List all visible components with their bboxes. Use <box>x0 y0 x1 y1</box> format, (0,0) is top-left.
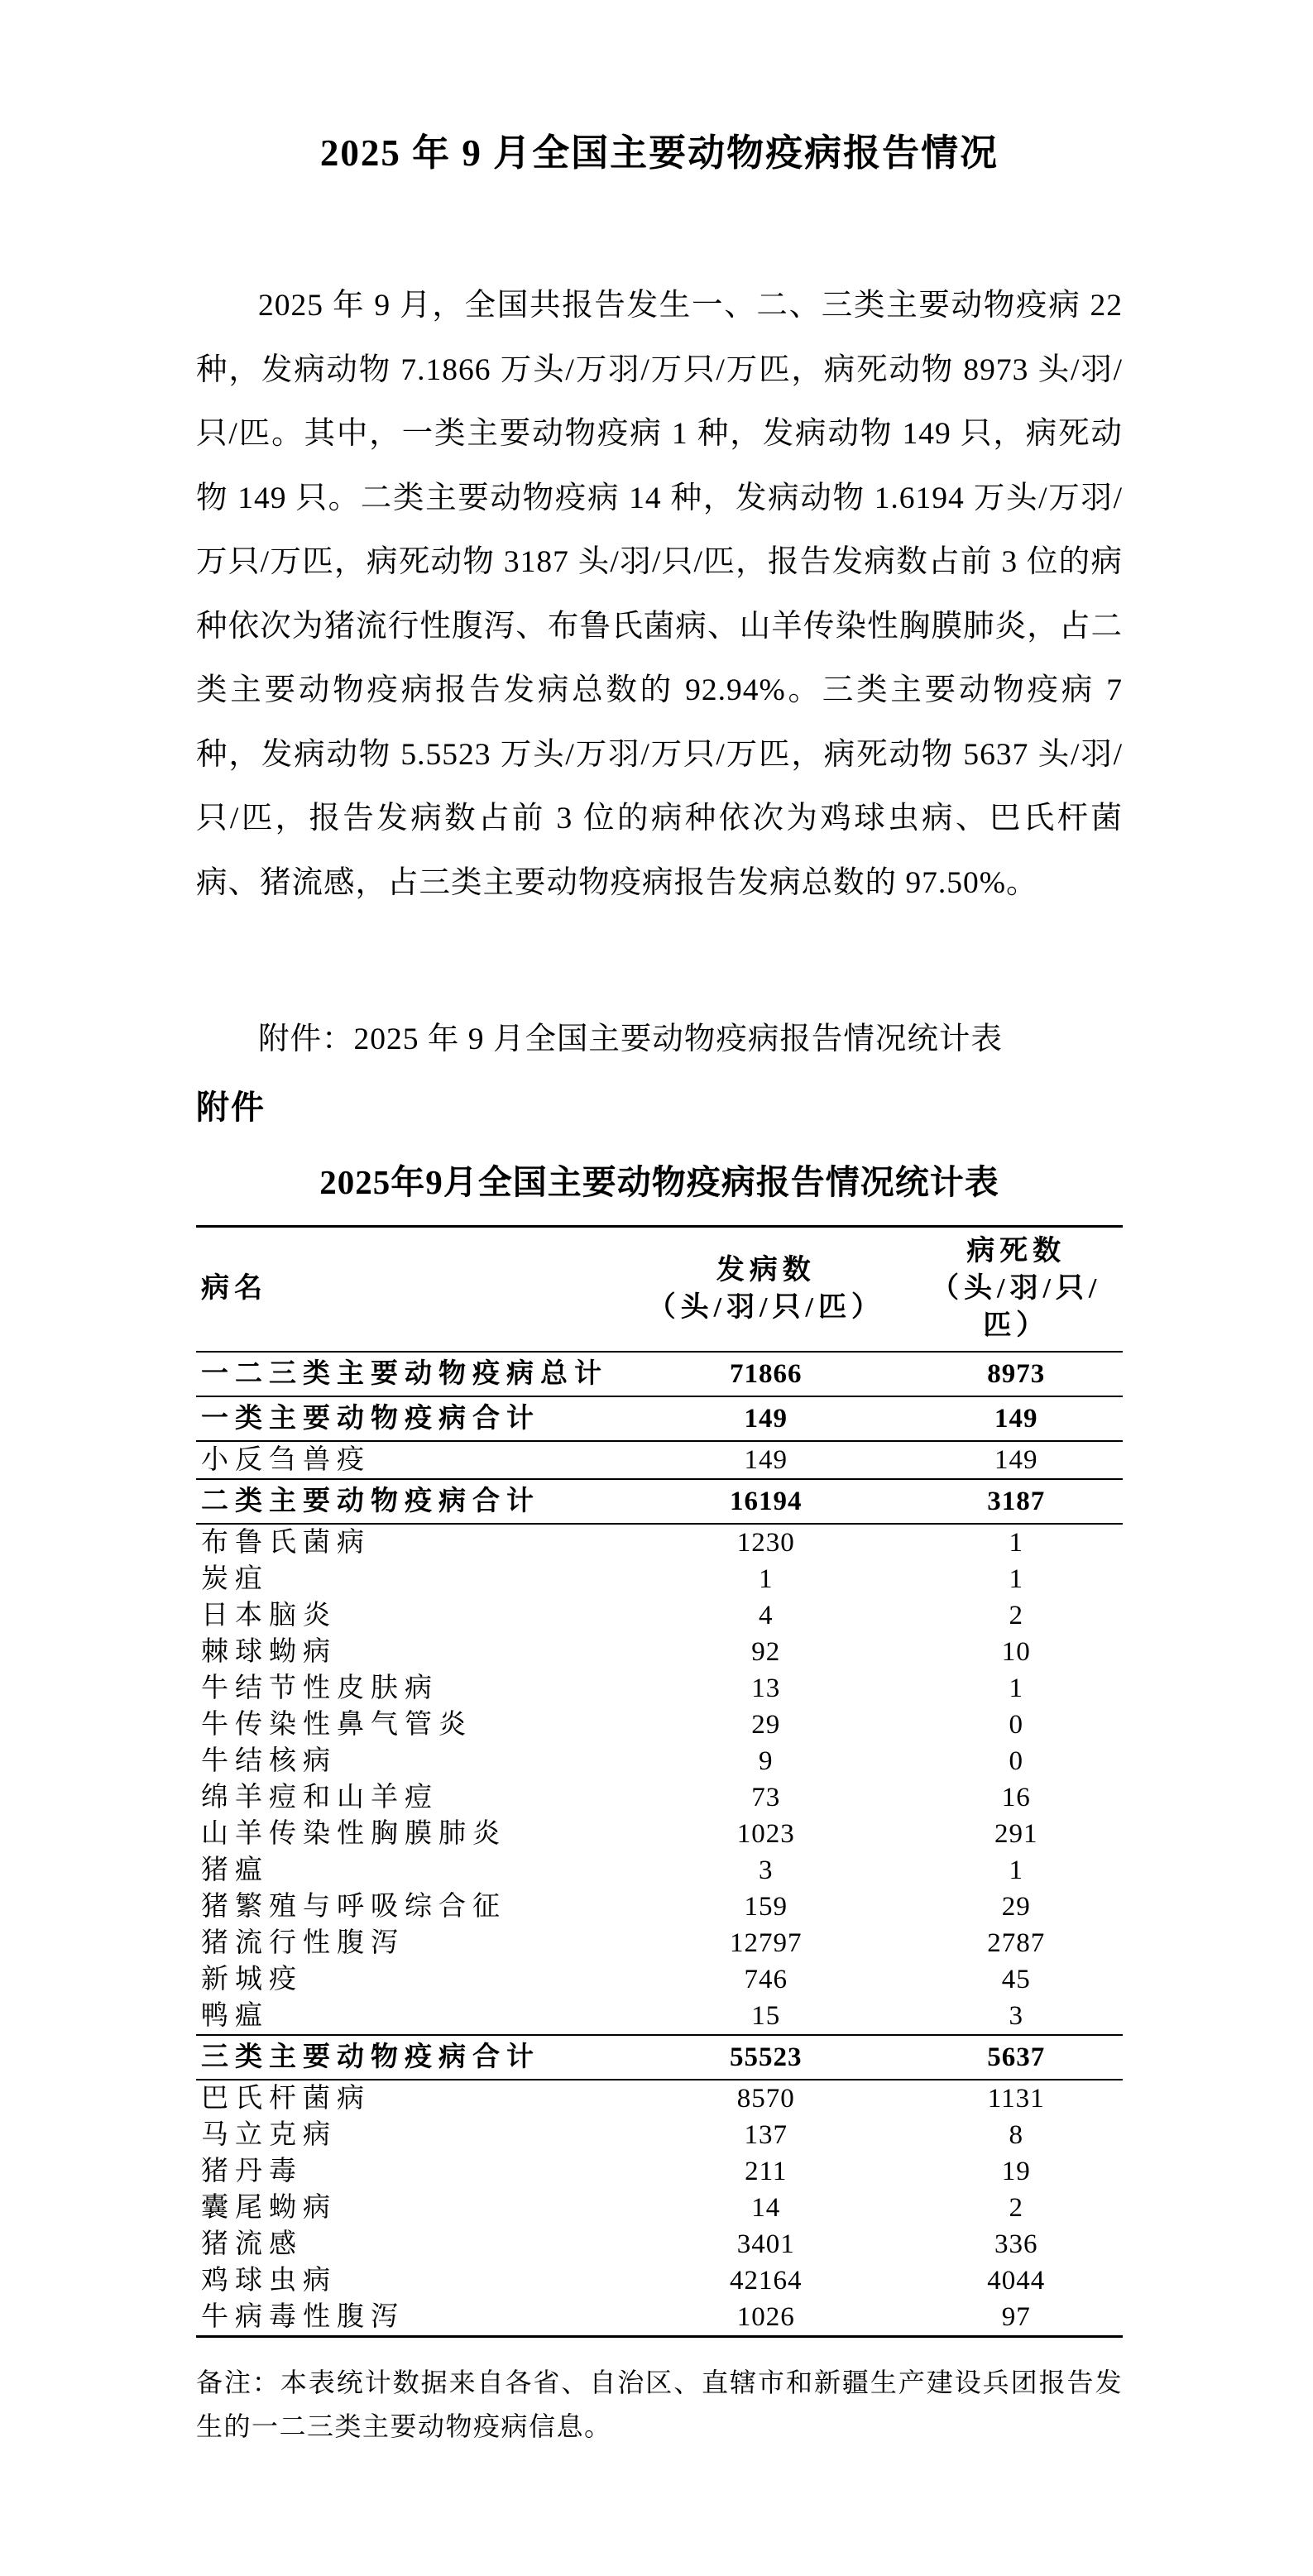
disease-name-cell: 一类主要动物疫病合计 <box>201 1404 540 1434</box>
col-header-death-label: 病死数 <box>966 1236 1066 1266</box>
disease-name-cell: 巴氏杆菌病 <box>201 2084 371 2114</box>
death-count-cell: 4044 <box>987 2266 1046 2296</box>
disease-name-cell: 猪繁殖与呼吸综合征 <box>201 1892 506 1922</box>
table-row <box>196 1707 1123 1743</box>
disease-name-cell: 绵羊痘和山羊痘 <box>201 1783 438 1812</box>
table-footnote: 备注：本表统计数据来自各省、自治区、直辖市和新疆生产建设兵团报告发生的一二三类主要动物疫病信息。 <box>196 2368 1123 2441</box>
disease-name-cell: 牛传染性鼻气管炎 <box>201 1710 472 1740</box>
onset-count-cell: 29 <box>751 1710 781 1740</box>
disease-name-cell: 马立克病 <box>201 2120 337 2150</box>
death-count-cell: 2 <box>1009 2193 1023 2223</box>
attachment-label: 附件 <box>196 1089 266 1126</box>
disease-name-cell: 日本脑炎 <box>201 1601 337 1630</box>
death-count-cell: 5637 <box>987 2042 1046 2072</box>
onset-count-cell: 4 <box>759 1601 774 1630</box>
disease-name-cell: 棘球蚴病 <box>201 1637 337 1667</box>
death-count-cell: 10 <box>1001 1637 1031 1667</box>
death-count-cell: 2787 <box>987 1928 1046 1958</box>
table-title: 2025年9月全国主要动物疫病报告情况统计表 <box>319 1163 999 1201</box>
onset-count-cell: 1230 <box>736 1528 795 1558</box>
onset-count-cell: 12797 <box>730 1928 803 1958</box>
table-row <box>196 1597 1123 1634</box>
death-count-cell: 1 <box>1009 1528 1023 1558</box>
table-row <box>196 2190 1123 2226</box>
onset-count-cell: 1023 <box>736 1819 795 1849</box>
death-count-cell: 149 <box>994 1445 1038 1475</box>
disease-name-cell: 牛结节性皮肤病 <box>201 1673 438 1703</box>
table-row <box>196 1634 1123 1670</box>
disease-name-cell: 牛病毒性腹泻 <box>201 2302 405 2332</box>
death-count-cell: 97 <box>1001 2302 1031 2332</box>
table-row <box>196 2299 1123 2337</box>
onset-count-cell: 55523 <box>730 2042 803 2072</box>
document-title: 2025 年 9 月全国主要动物疫病报告情况 <box>319 132 999 174</box>
onset-count-cell: 16194 <box>730 1487 803 1516</box>
table-row <box>196 1779 1123 1816</box>
table-body <box>196 1352 1123 2337</box>
disease-name-cell: 小反刍兽疫 <box>201 1445 371 1475</box>
table-row <box>196 1352 1123 1396</box>
table-row <box>196 1889 1123 1925</box>
disease-name-cell: 新城疫 <box>201 1965 303 1994</box>
onset-count-cell: 3401 <box>736 2229 795 2259</box>
onset-count-cell: 8570 <box>736 2084 795 2114</box>
col-header-disease-name <box>196 1227 622 1353</box>
table-row <box>196 1961 1123 1998</box>
disease-name-cell: 鸭瘟 <box>201 2001 269 2031</box>
death-count-cell: 16 <box>1001 1783 1031 1812</box>
death-count-cell: 149 <box>994 1404 1038 1434</box>
death-count-cell: 8973 <box>987 1359 1046 1389</box>
onset-count-cell: 137 <box>744 2120 788 2150</box>
table-row <box>196 1670 1123 1707</box>
col-header-disease-name-label: 病名 <box>201 1273 267 1304</box>
table-header-row <box>196 1227 1123 1353</box>
disease-name-cell: 一二三类主要动物疫病总计 <box>201 1359 608 1389</box>
onset-count-cell: 42164 <box>730 2266 803 2296</box>
death-count-cell: 19 <box>1001 2157 1031 2186</box>
table-row <box>196 2262 1123 2299</box>
disease-name-cell: 猪流行性腹泻 <box>201 1928 405 1958</box>
onset-count-cell: 3 <box>759 1855 774 1885</box>
onset-count-cell: 14 <box>751 2193 781 2223</box>
table-row <box>196 2153 1123 2190</box>
death-count-cell: 2 <box>1009 1601 1023 1630</box>
table-row <box>196 1743 1123 1779</box>
onset-count-cell: 92 <box>751 1637 781 1667</box>
table-row <box>196 1396 1123 1441</box>
report-paragraph: 2025 年 9 月，全国共报告发生一、二、三类主要动物疫病 22 种，发病动物 7.1866 万头/万羽/万只/万匹，病死动物 8973 头/羽/只/匹。其中，一类主要动物疫病 1 种，发病动物 149 只，病死动物 149 只。二类主要动物疫病 14 种，发病动物 1.6194 万头/万羽/万只/万匹，病死动物 3187 头/羽/只/匹，报告发病数占前 3 位的病种依次为猪流行性腹泻、布鲁氏菌病、山羊传染性胸膜肺炎，占二类主要动物疫病报告发病总数的 92.94%。三类主要动物疫病 7 种，发病动物 5.5523 万头/万羽/万只/万匹，病死动物 5637 头/羽/只/匹，报告发病数占前 3 位的病种依次为鸡球虫病、巴氏杆菌病、猪流感，占三类主要动物疫病报告发病总数的 97.50%。 <box>196 289 1123 900</box>
onset-count-cell: 13 <box>751 1673 781 1703</box>
onset-count-cell: 9 <box>759 1746 774 1776</box>
table-row <box>196 1852 1123 1889</box>
death-count-cell: 0 <box>1009 1746 1023 1776</box>
disease-name-cell: 牛结核病 <box>201 1746 337 1776</box>
death-count-cell: 336 <box>994 2229 1038 2259</box>
death-count-cell: 291 <box>994 1819 1038 1849</box>
disease-name-cell: 山羊传染性胸膜肺炎 <box>201 1819 506 1849</box>
onset-count-cell: 159 <box>744 1892 788 1922</box>
onset-count-cell: 746 <box>744 1965 788 1994</box>
disease-name-cell: 猪丹毒 <box>201 2157 303 2186</box>
table-row <box>196 1479 1123 1524</box>
attachment-reference-line: 附件：2025 年 9 月全国主要动物疫病报告情况统计表 <box>258 1022 1003 1056</box>
disease-name-cell: 鸡球虫病 <box>201 2266 337 2296</box>
death-count-cell: 3 <box>1009 2001 1023 2031</box>
onset-count-cell: 73 <box>751 1783 781 1812</box>
table-row <box>196 1925 1123 1961</box>
death-count-cell: 1 <box>1009 1564 1023 1594</box>
table-row <box>196 2035 1123 2080</box>
table-row <box>196 1524 1123 1561</box>
death-count-cell: 1131 <box>987 2084 1045 2114</box>
onset-count-cell: 1 <box>759 1564 774 1594</box>
onset-count-cell: 1026 <box>736 2302 795 2332</box>
table-row <box>196 1998 1123 2035</box>
death-count-cell: 3187 <box>987 1487 1046 1516</box>
disease-name-cell: 炭疽 <box>201 1564 269 1594</box>
table-row <box>196 2226 1123 2262</box>
onset-count-cell: 71866 <box>730 1359 803 1389</box>
col-header-onset-count <box>622 1227 909 1353</box>
col-header-death-count <box>909 1227 1123 1353</box>
disease-name-cell: 布鲁氏菌病 <box>201 1528 371 1558</box>
table-row <box>196 1561 1123 1597</box>
col-header-onset-unit: （头/羽/只/匹） <box>647 1291 884 1323</box>
disease-name-cell: 猪流感 <box>201 2229 303 2259</box>
onset-count-cell: 149 <box>744 1404 788 1434</box>
disease-name-cell: 囊尾蚴病 <box>201 2193 337 2223</box>
death-count-cell: 8 <box>1009 2120 1023 2150</box>
onset-count-cell: 15 <box>751 2001 781 2031</box>
table-row <box>196 2080 1123 2117</box>
table-header <box>196 1227 1123 1353</box>
death-count-cell: 1 <box>1009 1673 1023 1703</box>
onset-count-cell: 211 <box>745 2157 788 2186</box>
death-count-cell: 45 <box>1001 1965 1031 1994</box>
disease-name-cell: 猪瘟 <box>201 1855 269 1885</box>
table-row <box>196 1816 1123 1852</box>
col-header-death-unit: （头/羽/只/匹） <box>931 1273 1102 1341</box>
disease-name-cell: 二类主要动物疫病合计 <box>201 1487 540 1516</box>
death-count-cell: 1 <box>1009 1855 1023 1885</box>
table-row <box>196 1441 1123 1479</box>
disease-name-cell: 三类主要动物疫病合计 <box>201 2042 540 2072</box>
disease-statistics-table <box>196 1225 1123 2338</box>
death-count-cell: 29 <box>1001 1892 1031 1922</box>
death-count-cell: 0 <box>1009 1710 1023 1740</box>
col-header-onset-label: 发病数 <box>716 1254 816 1286</box>
onset-count-cell: 149 <box>744 1445 788 1475</box>
table-row <box>196 2117 1123 2153</box>
